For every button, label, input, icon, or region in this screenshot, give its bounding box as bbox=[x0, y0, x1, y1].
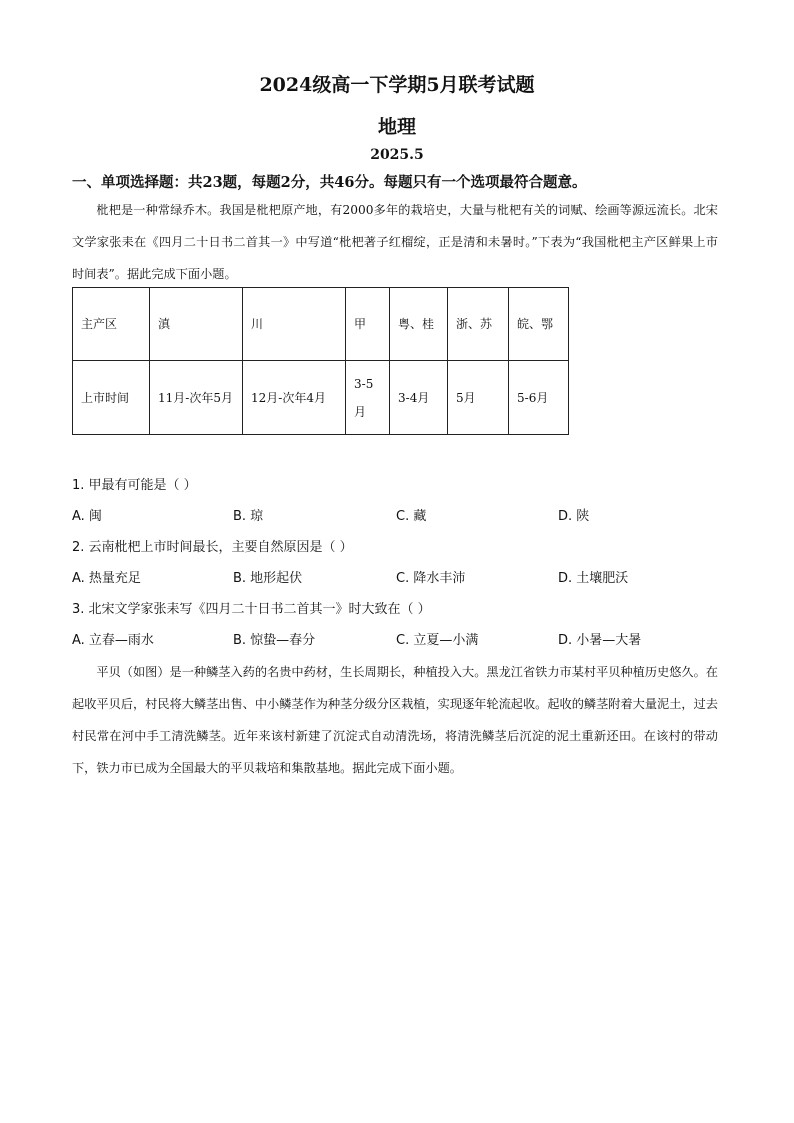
table-cell: 5-6月 bbox=[509, 361, 569, 435]
exam-date: 2025.5 bbox=[370, 147, 424, 163]
question-3-option-d: D. 小暑—大暑 bbox=[558, 633, 642, 648]
table-header-cell: 上市时间 bbox=[73, 361, 150, 435]
table-cell: 皖、鄂 bbox=[509, 288, 569, 361]
loquat-market-table bbox=[72, 287, 569, 435]
question-3-option-a: A. 立春—雨水 bbox=[72, 633, 154, 648]
table-cell: 3-4月 bbox=[390, 361, 448, 435]
question-1-option-c: C. 藏 bbox=[396, 509, 427, 524]
table-cell: 浙、苏 bbox=[448, 288, 509, 361]
question-1-option-d: D. 陕 bbox=[558, 509, 590, 524]
table-cell: 滇 bbox=[150, 288, 243, 361]
table-row bbox=[73, 361, 569, 435]
table-header-cell: 主产区 bbox=[73, 288, 150, 361]
table-row bbox=[73, 288, 569, 361]
question-2-option-c: C. 降水丰沛 bbox=[396, 571, 466, 586]
question-3-option-b: B. 惊蛰—春分 bbox=[233, 633, 316, 648]
subject-title: 地理 bbox=[377, 116, 416, 138]
question-2-option-b: B. 地形起伏 bbox=[233, 571, 303, 586]
question-2-stem: 2. 云南枇杷上市时间最长，主要自然原因是（ ） bbox=[72, 540, 353, 555]
table-cell: 川 bbox=[243, 288, 346, 361]
question-1-option-a: A. 闽 bbox=[72, 509, 102, 524]
passage-loquat: 枇杷是一种常绿乔木。我国是枇杷原产地，有2000多年的栽培史，大量与枇杷有关的词赋、绘画等源远流长。北宋文学家张耒在《四月二十日书二首其一》中写道“枇杷著子红榴绽，正是清和未暑时。”下表为“我国枇杷主产区鲜果上市时间表”。据此完成下面小题。 bbox=[72, 203, 718, 281]
question-3-option-c: C. 立夏—小满 bbox=[396, 633, 479, 648]
question-2-option-d: D. 土壤肥沃 bbox=[558, 571, 629, 586]
question-1-stem: 1. 甲最有可能是（ ） bbox=[72, 478, 197, 493]
table-cell: 11月-次年5月 bbox=[150, 361, 243, 435]
table-cell: 5月 bbox=[448, 361, 509, 435]
passage-pingbei: 平贝（如图）是一种鳞茎入药的名贵中药材，生长周期长，种植投入大。黑龙江省铁力市某村平贝种植历史悠久。在起收平贝后，村民将大鳞茎出售、中小鳞茎作为种茎分级分区栽植，实现逐年轮流起收。起收的鳞茎附着大量泥土，过去村民常在河中手工清洗鳞茎。近年来该村新建了沉淀式自动清洗场，将清洗鳞茎后沉淀的泥土重新还田。在该村的带动下，铁力市已成为全国最大的平贝栽培和集散基地。据此完成下面小题。 bbox=[72, 665, 718, 775]
section-heading: 一、单项选择题：共23题，每题2分，共46分。每题只有一个选项最符合题意。 bbox=[72, 174, 587, 191]
exam-title: 2024级高一下学期5月联考试题 bbox=[259, 74, 535, 96]
question-2-option-a: A. 热量充足 bbox=[72, 571, 141, 586]
question-3-stem: 3. 北宋文学家张耒写《四月二十日书二首其一》时大致在（ ） bbox=[72, 602, 431, 617]
table-cell: 甲 bbox=[346, 288, 390, 361]
table-cell: 粤、桂 bbox=[390, 288, 448, 361]
table-cell: 12月-次年4月 bbox=[243, 361, 346, 435]
table-cell: 3-5月 bbox=[346, 361, 390, 435]
question-1-option-b: B. 琼 bbox=[233, 509, 264, 524]
